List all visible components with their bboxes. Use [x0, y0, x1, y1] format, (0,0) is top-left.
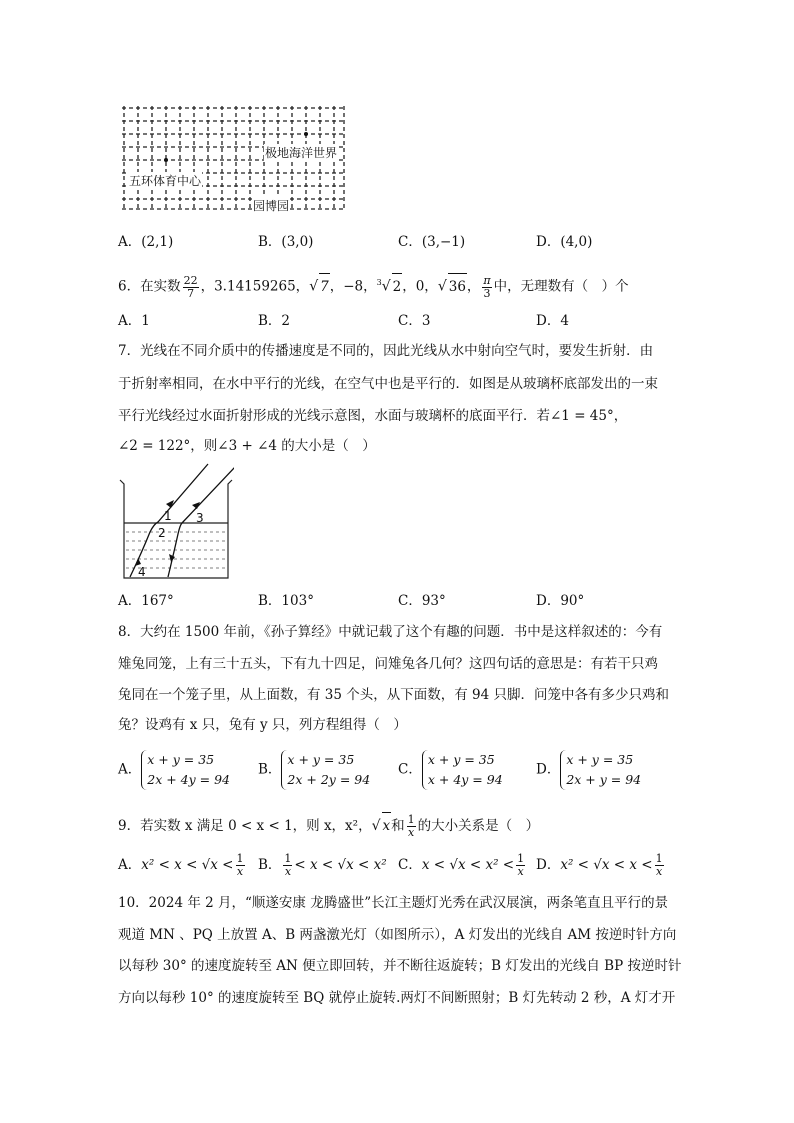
fraction-22-7 [183, 275, 199, 300]
option-value: x² < x < √x < [141, 857, 234, 873]
option-letter: B． [258, 761, 282, 778]
q5-option-d[interactable] [536, 232, 592, 252]
map-label-garden: 园博园 [253, 199, 290, 213]
option-letter: D． [536, 761, 561, 778]
q6-text: ，−8， [329, 278, 377, 295]
equation-line: 2x + 4y = 94 [147, 772, 231, 787]
fraction-1-x: $\frac{1}{x}$ [517, 852, 525, 878]
q6-suffix: 中，无理数有（ ）个 [493, 278, 629, 295]
map-label-stadium: 五环体育中心 [129, 174, 202, 188]
sqrt-icon: √ [437, 278, 447, 295]
q6-stem [118, 270, 629, 300]
equation-line: 2x + y = 94 [566, 772, 642, 787]
q10-line-2: 观道 MN 、PQ 上放置 A、B 两盏激光灯（如图所示），A 灯发出的光线自 AM 按逆时针方向 [118, 927, 677, 943]
q6-option-c[interactable]: C．3 [398, 313, 431, 329]
fraction-numerator: π [483, 273, 491, 287]
q7-option-b[interactable]: B．103° [258, 593, 314, 609]
q9-text: 和 [391, 818, 405, 834]
angle-label-3: 3 [196, 511, 204, 525]
q9-option-b[interactable] [258, 852, 387, 878]
equation-line: x + y = 35 [287, 752, 355, 767]
fraction-1-x: $\frac{1}{x}$ [655, 852, 663, 878]
fraction-1-x: $\frac{1}{x}$ [284, 852, 292, 878]
option-value: x² < √x < x < [560, 857, 653, 873]
equation-line: x + y = 35 [427, 752, 495, 767]
q10-line-4: 方向以每秒 10° 的速度旋转至 BQ 就停止旋转.两灯不间断照射；B 灯先转动 2 秒，A 灯才开 [118, 990, 676, 1006]
q8-option-a[interactable] [118, 750, 230, 790]
option-letter: C． [398, 761, 422, 778]
sqrt-radicand: x [382, 812, 392, 839]
q10-line-3: 以每秒 30° 的速度旋转至 AN 便立即回转，并不断往返旋转；B 灯发出的光线自 BP 按逆时针 [118, 958, 682, 974]
q8-line-3: 兔同在一个笼子里，从上面数，有 35 个头，从下面数，有 94 只脚．问笼中各有多少只鸡和 [118, 687, 670, 703]
q7-line-4: ∠2 = 122°，则∠3 + ∠4 的大小是（ ） [118, 438, 376, 454]
option-value: (3,0) [281, 234, 314, 250]
option-letter: C． [398, 234, 422, 250]
q7-line-3: 平行光线经过水面折射形成的光线示意图，水面与玻璃杯的底面平行．若∠1 = 45°， [118, 408, 628, 424]
equation-system [560, 750, 641, 790]
fraction-denominator: 3 [483, 286, 491, 300]
option-letter: D． [536, 234, 561, 250]
option-letter: A． [118, 857, 142, 873]
option-letter: D． [536, 857, 561, 873]
q6-text: ，3.14159265， [200, 278, 310, 295]
sqrt-radicand: 36 [448, 273, 467, 300]
q9-option-d[interactable] [536, 852, 666, 878]
q7-line-1: 7．光线在不同介质中的传播速度是不同的，因此光线从水中射向空气时，要发生折射．由 [118, 343, 654, 359]
equation-system [281, 750, 370, 790]
q6-text: ， [466, 278, 481, 295]
q5-option-b[interactable] [258, 232, 313, 252]
angle-label-1: 1 [164, 509, 172, 523]
q7-option-a[interactable]: A．167° [118, 593, 174, 609]
q7-line-2: 于折射率相同，在水中平行的光线，在空气中也是平行的．如图是从玻璃杯底部发出的一束 [118, 376, 658, 392]
fraction-denominator: 7 [187, 286, 195, 300]
q8-option-c[interactable] [398, 750, 503, 790]
q8-option-b[interactable] [258, 750, 370, 790]
option-letter: C． [398, 857, 422, 873]
option-value: (3,−1) [421, 234, 466, 250]
option-value: (2,1) [141, 234, 174, 250]
angle-label-4: 4 [138, 565, 146, 579]
q6-option-d[interactable]: D．4 [536, 313, 569, 329]
option-value: x < √x < x² < [421, 857, 515, 873]
q9-stem [118, 812, 539, 839]
q6-text: ，0， [402, 278, 438, 295]
angle-label-2: 2 [158, 526, 166, 540]
equation-line: 2x + 2y = 94 [287, 772, 371, 787]
option-letter: B． [258, 857, 282, 873]
equation-line: x + y = 35 [566, 752, 634, 767]
fraction-1-x: $\frac{1}{x}$ [236, 852, 244, 878]
q6-option-b[interactable]: B．2 [258, 313, 291, 329]
sqrt-icon: √ [309, 278, 319, 295]
q10-line-1: 10．2024 年 2 月，“顺遂安康 龙腾盛世”长江主题灯光秀在武汉展演，两条笔直且平行的景 [118, 895, 669, 911]
q8-option-d[interactable] [536, 750, 641, 790]
option-letter: A． [118, 761, 142, 778]
fraction-denominator: x [408, 826, 415, 839]
beaker-refraction-figure [118, 462, 234, 582]
option-letter: A． [118, 234, 142, 250]
cbrt-radicand: 2 [392, 273, 403, 300]
sqrt-radicand: 7 [319, 273, 330, 300]
q8-line-2: 雉兔同笼，上有三十五头，下有九十四足，问雉兔各几何？这四句话的意思是：有若干只鸡 [118, 656, 658, 672]
cbrt-index: 3 [376, 278, 382, 287]
q5-option-c[interactable] [398, 232, 465, 252]
q8-line-4: 兔？设鸡有 x 只，兔有 y 只，列方程组得（ ） [118, 717, 407, 733]
option-value: (4,0) [560, 234, 593, 250]
equation-system [422, 750, 503, 790]
q6-prefix: 6．在实数 [118, 278, 181, 295]
fraction-pi-3 [482, 275, 491, 300]
q9-prefix: 9．若实数 x 满足 0 < x < 1，则 x，x²， [118, 818, 372, 834]
sqrt-icon: √ [371, 818, 381, 834]
fraction-numerator: 22 [183, 273, 198, 287]
equation-line: x + y = 35 [147, 752, 215, 767]
fraction-numerator: 1 [407, 813, 415, 826]
equation-line: x + 4y = 94 [427, 772, 503, 787]
option-value: < x < √x < x² [294, 857, 387, 873]
option-letter: B． [258, 234, 282, 250]
equation-system [141, 750, 230, 790]
q9-suffix: 的大小关系是（ ） [417, 818, 540, 834]
sqrt-icon: √ [381, 278, 391, 295]
q6-option-a[interactable]: A．1 [118, 313, 150, 329]
q7-option-c[interactable]: C．93° [398, 593, 446, 609]
q5-option-a[interactable] [118, 232, 173, 252]
q9-option-a[interactable] [118, 852, 247, 878]
q9-option-c[interactable] [398, 852, 527, 878]
fraction-1-x [407, 814, 416, 839]
q7-option-d[interactable]: D．90° [536, 593, 585, 609]
q8-line-1: 8．大约在 1500 年前，《孙子算经》中就记载了这个有趣的问题．书中是这样叙述的：今有 [118, 624, 663, 640]
map-label-world: 极地海洋世界 [265, 146, 338, 160]
